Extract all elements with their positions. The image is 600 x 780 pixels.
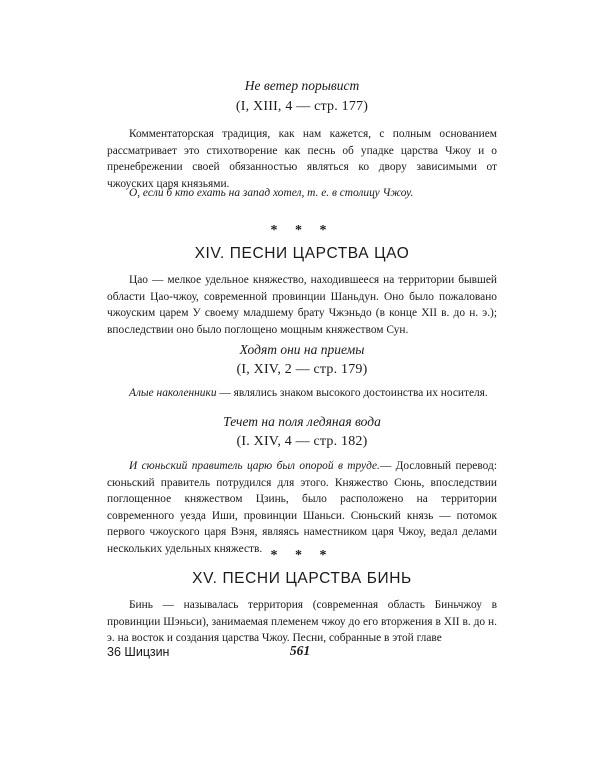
note-text: — Дословный перевод: сюньский правитель потрудился для этого. Княжество Сюнь, впоследствии поглощенное княжеством Цзинь, было расположено на территории современного уезда Иши, провинции Шаньси. Сюньский князь — потомок первого чжоуского царя Вэня, являясь наместником царя Чжоу, ведал делами нескольких удельных княжеств. [107, 460, 497, 555]
note-text: — являлись знаком высокого достоинства их носителя. [216, 387, 488, 399]
commentary-paragraph: Комментаторская традиция, как нам кажется, с полным основанием рассматривает это стихотворение как песнь об упадке царства Чжоу и о пренебрежении своей обязанностью являться ко двору зависимыми от чжоуских царя князьями. [107, 128, 497, 190]
poem-title-khodyat: Ходят они на приемы [239, 342, 365, 357]
section-separator: * * * [270, 223, 334, 238]
note-term: Алые наколенники [129, 387, 217, 399]
note-term: И сюньский правитель царю был опорой в труде. [129, 460, 380, 472]
alye-note-paragraph [107, 385, 497, 402]
poem-reference: (I, XIV, 2 — стр. 179) [236, 362, 368, 377]
section-separator: * * * [270, 548, 334, 563]
section-heading-xv: XV. ПЕСНИ ЦАРСТВА БИНЬ [192, 570, 412, 587]
printer-signature: 36 Шицзин [107, 645, 170, 659]
page-number: 561 [289, 643, 311, 658]
poem-reference: (I, XIII, 4 — стр. 177) [235, 99, 369, 114]
cao-intro-paragraph: Цао — мелкое удельное княжество, находившееся на территории бывшей области Цао-чжоу, современной провинции Шаньдун. Оно было пожаловано чжоуским царем У своему младшему брату Чжэньдо (в конце XII в. до н. э.); впоследствии оно было поглощено мощным княжеством Сун. [107, 274, 497, 336]
bin-intro-paragraph: Бинь — называлась территория (современная область Биньчжоу в провинции Шэньси), занимаемая племенем чжоу до его вторжения в XII в. до н. э. на восток и создания царства Чжоу. Песни, собранные в этой главе [107, 599, 497, 644]
syun-note-paragraph [107, 458, 497, 557]
section-heading-xiv: XIV. ПЕСНИ ЦАРСТВА ЦАО [194, 245, 410, 262]
poem-title-techet: Течет на поля ледяная вода [223, 414, 381, 429]
poem-title-ne-veter: Не ветер порывист [244, 78, 360, 93]
poem-reference: (I. XIV, 4 — стр. 182) [236, 434, 368, 449]
commentary-italic-line: О, если б кто ехать на запад хотел, т. е. в столицу Чжоу. [129, 187, 414, 199]
